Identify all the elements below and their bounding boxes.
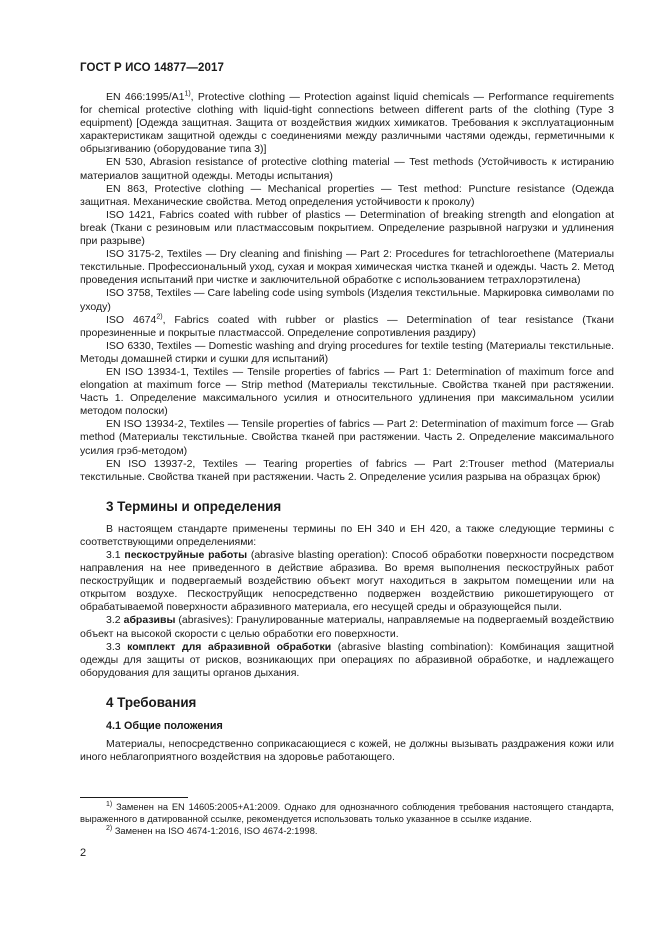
reference-entry: ISO 3175-2, Textiles — Dry cleaning and finishing — Part 2: Procedures for tetrachloroethene (Материалы текстильные. Профессиональный уход, сухая и мокрая химическая чистка тканей и одежды. Часть 2. Метод проведения испытаний при чистке и заключительной обработке с использованием тетрахлорэтилена)	[80, 248, 614, 287]
term-name: комплект для абразивной обработки	[127, 640, 332, 653]
footnote-mark: 2)	[156, 313, 163, 321]
footnote-divider	[80, 797, 188, 798]
section-4-1-text: Материалы, непосредственно соприкасающиеся с кожей, не должны вызывать раздражения кожи или иного неблагоприятного воздействия на здоровье работающего.	[80, 737, 614, 764]
section-3-heading: 3 Термины и определения	[106, 498, 282, 514]
section-3-intro: В настоящем стандарте применены термины по ЕН 340 и ЕН 420, а также следующие термины с соответствующими определениями:	[80, 522, 614, 548]
main-content	[80, 91, 614, 764]
footnote: $^{1)}$ Заменен на EN 14605:2005+A1:2009. Однако для однозначного соблюдения требования настоящего стандарта, выраженного в датированной ссылке, рекомендуется использовать только указанное в ссылке издание.	[80, 800, 614, 824]
term-definition: 3.2 абразивы (abrasives): Гранулированные материалы, направляемые на подвергаемый воздействию объект на высокой скорости с целью обработки его поверхности.	[80, 614, 615, 640]
term-definition: 3.1 пескоструйные работы (abrasive blasting operation): Способ обработки поверхности посредством направления на нее приведенного в действие абразива. Во время выполнения пескоструйных работ пескоструйщик и подвергаемый воздействию объект могут находиться в закрытом помещении или на открытом воздухе. Пескоструйщик непосредственно подвержен воздействию рикошетирующего от обрабатываемой поверхности абразивного материала, его несущей среды и образующейся пыли.	[80, 549, 614, 614]
reference-entry: EN 466:1995/A1$^{1)}$, Protective clothing — Protection against liquid chemicals — Performance requirements for chemical protective clothing with liquid-tight connections between different parts of the clothing (Type 3 equipment) [Одежда защитная. Защита от воздействия жидких химикатов. Требования к эксплуатационным характеристикам защитной одежды с соединениями между различными частями одежды, герметичными к обрызгиванию (оборудование типа 3)]	[80, 90, 615, 156]
reference-entry: EN ISO 13934-2, Textiles — Tensile properties of fabrics — Part 2: Determination of maximum force — Grab method (Материалы текстильные. Свойства тканей при растяжении. Часть 2. Определение максимального усилия грэб-методом)	[80, 418, 614, 457]
reference-entry: EN ISO 13934-1, Textiles — Tensile properties of fabrics — Part 1: Determination of maximum force and elongation at maximum force — Strip method (Материалы текстильные. Свойства тканей при растяжении. Часть 1. Определение максимального усилия и относительного удлинения при максимальном усилии методом полоски)	[80, 365, 614, 418]
term-definition: 3.3 комплект для абразивной обработки (abrasive blasting combination): Комбинация защитной одежды для защиты от рисков, возникающих при операциях по абразивной обработке, и надлежащего оборудования для защиты органов дыхания.	[80, 640, 614, 679]
term-name: абразивы	[123, 614, 176, 627]
page-number: 2	[80, 847, 87, 859]
subsection-4-1-heading: 4.1 Общие положения	[106, 719, 223, 732]
reference-entry: ISO 1421, Fabrics coated with rubber of plastics — Determination of breaking strength and elongation at break (Ткани с резиновым или пластмассовым покрытием. Определение разрывной нагрузки и удлинения при разрыве)	[80, 208, 614, 248]
term-name: пескоструйные работы	[124, 549, 248, 561]
document-header: ГОСТ Р ИСО 14877—2017	[80, 62, 225, 74]
reference-entry: EN 863, Protective clothing — Mechanical properties — Test method: Puncture resistance (Одежда защитная. Механические свойства. Метод определения устойчивости к проколу)	[80, 182, 614, 208]
reference-entry: EN ISO 13937-2, Textiles — Tearing properties of fabrics — Part 2:Trouser method (Материалы текстильные. Свойства тканей при растяжении. Часть 2. Определение усилия разрыва на образцах брюк)	[80, 457, 614, 483]
reference-entry: ISO 6330, Textiles — Domestic washing and drying procedures for textile testing (Материалы текстильные. Методы домашней стирки и сушки для испытаний)	[80, 339, 614, 365]
footnotes	[80, 801, 614, 837]
reference-entry: ISO 4674$^{2)}$, Fabrics coated with rubber or plastics — Determination of tear resistance (Ткани прорезиненные и покрытые пластмассой. Определение сопротивления раздиру)	[80, 313, 614, 339]
reference-entry: EN 530, Abrasion resistance of protective clothing material — Test methods (Устойчивость к истиранию материалов защитной одежды. Методы испытания)	[80, 156, 614, 182]
section-4-heading: 4 Требования	[106, 694, 197, 710]
footnote-mark: 1)	[184, 90, 191, 98]
footnote: $^{2)}$ Заменен на ISO 4674-1:2016, ISO 4674-2:1998.	[106, 824, 318, 836]
reference-entry: ISO 3758, Textiles — Care labeling code using symbols (Изделия текстильные. Маркировка символами по уходу)	[80, 287, 614, 313]
